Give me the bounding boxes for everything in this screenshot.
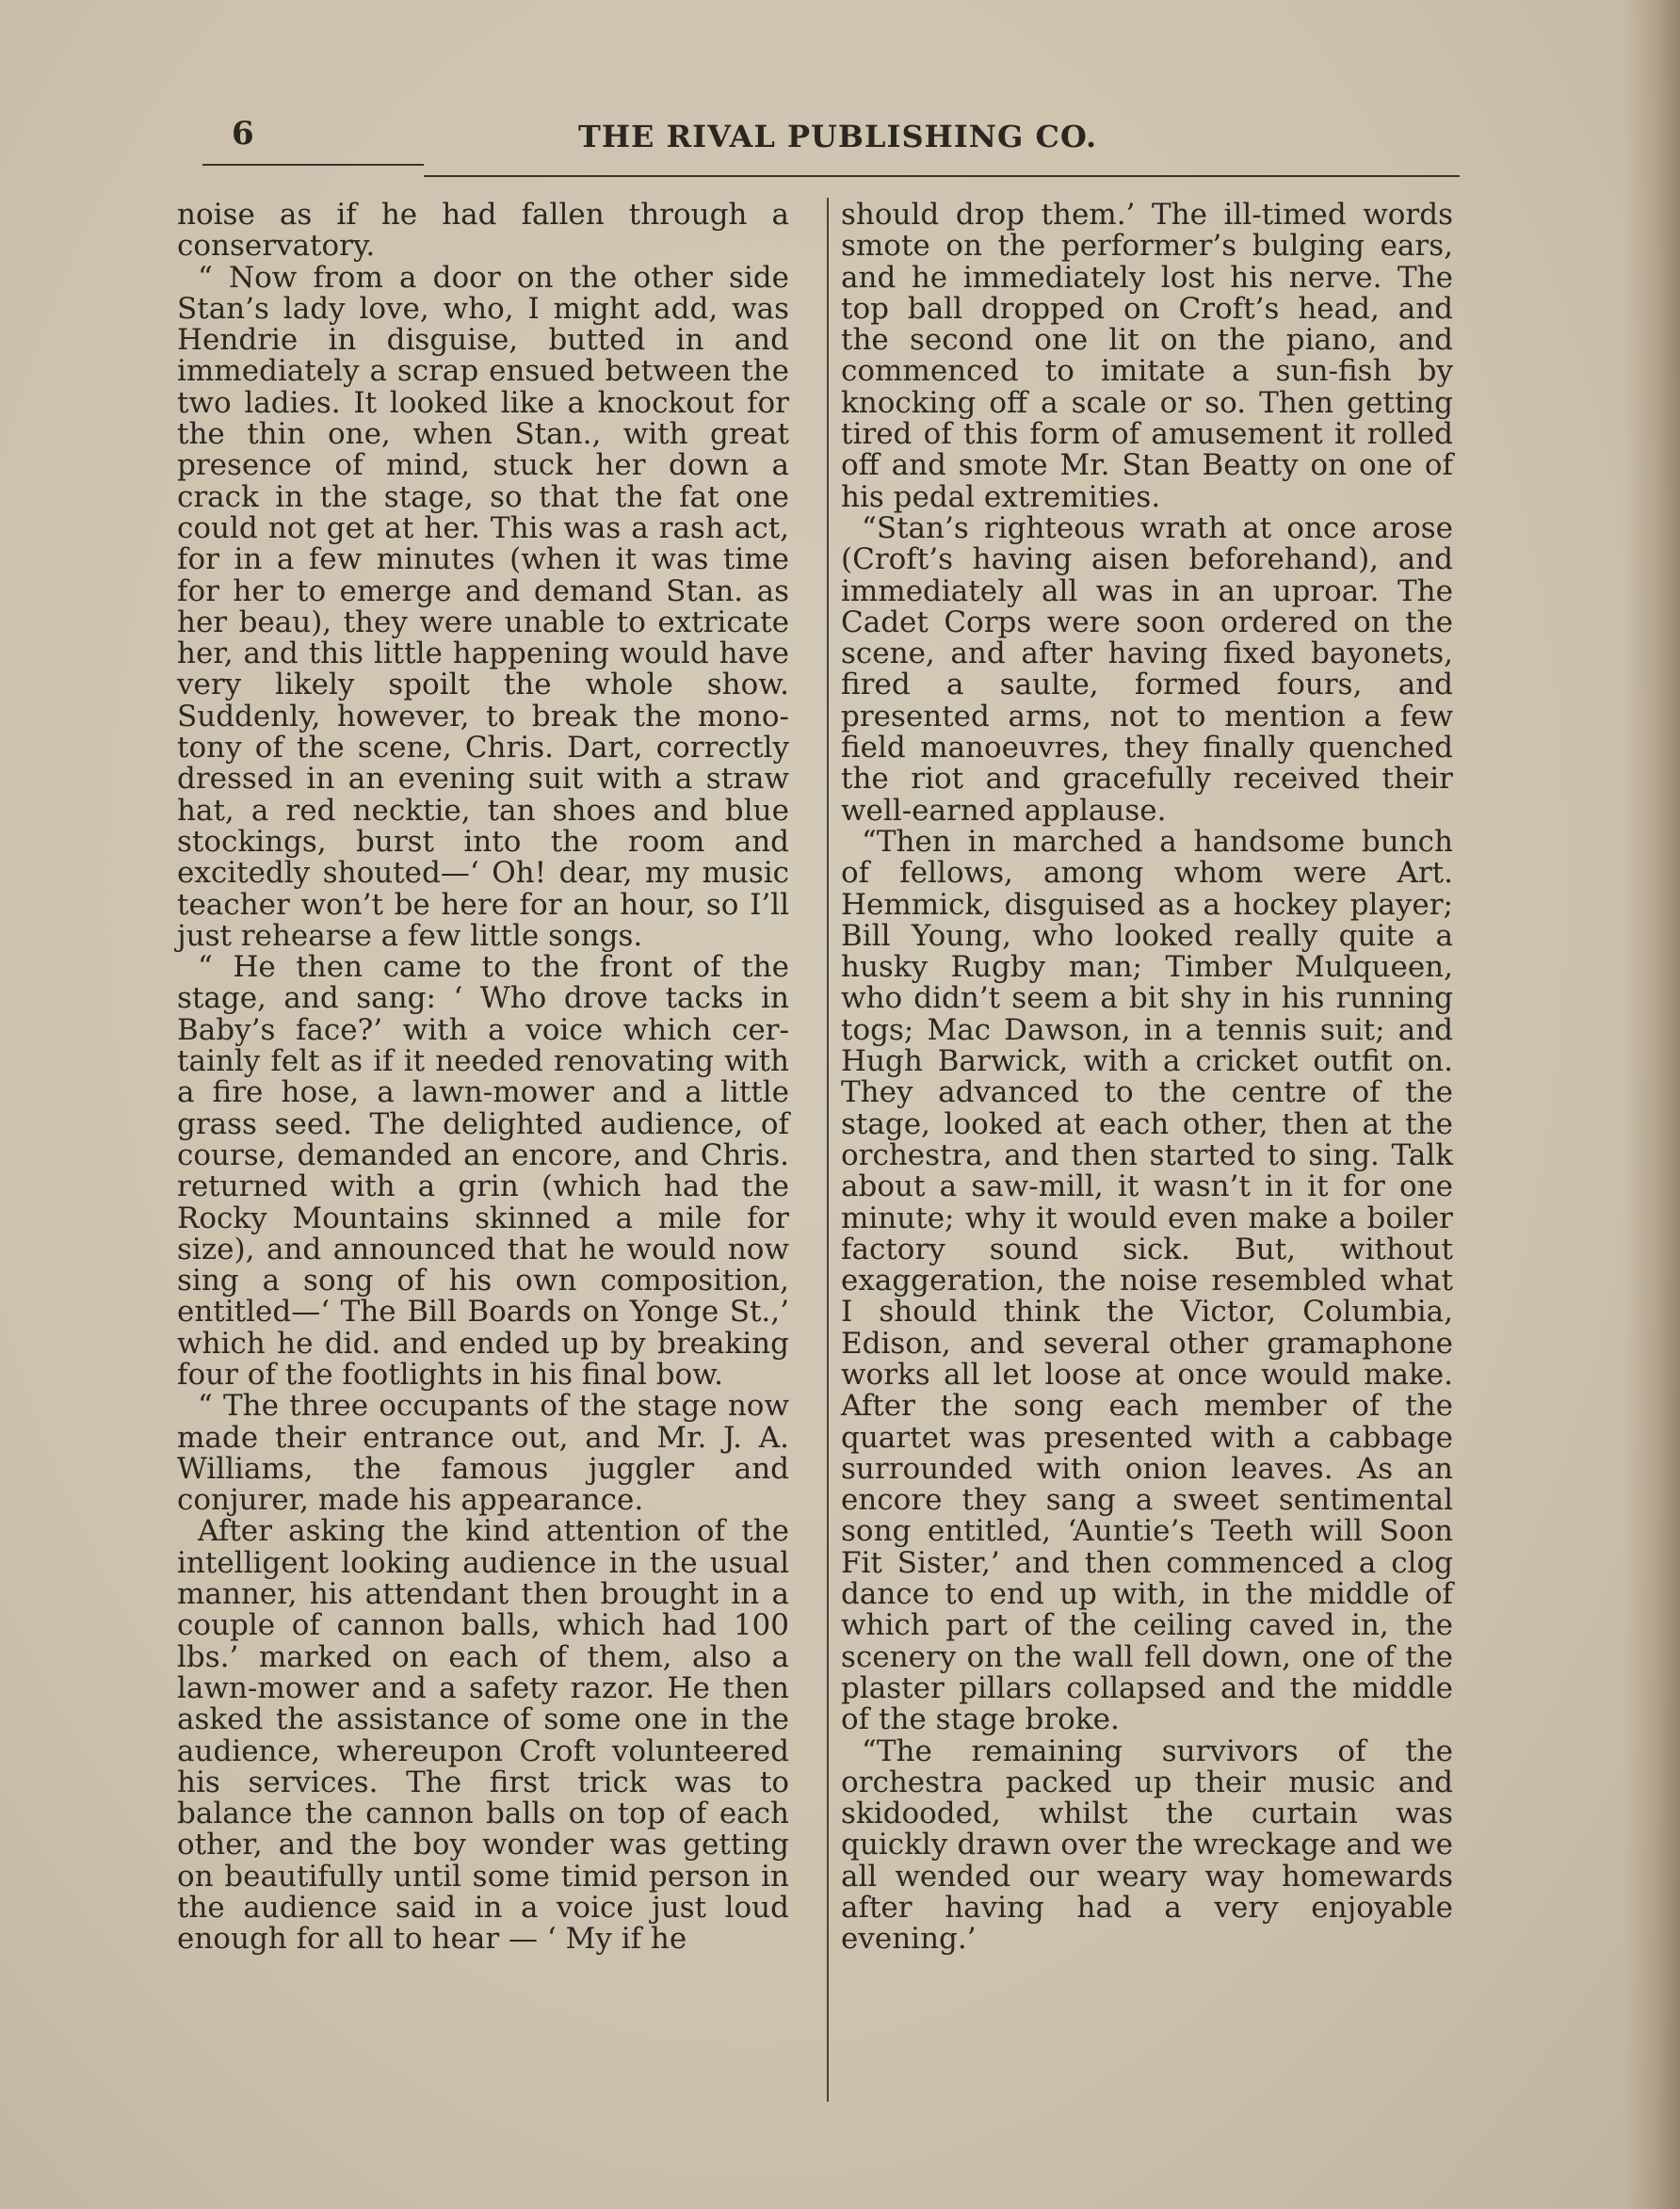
- page-number: 6: [232, 115, 254, 153]
- paragraph: After asking the kind attention of the intelligent looking audience in the usual manner, his attendant then brought in a couple of cannon balls, which had 100 lbs.’ marked on each of them, also a lawn-mower and a safety razor. He then asked the assistance of some one in the audience, whereupon Croft volunteered his services. The first trick was to balance the cannon balls on top of each other, and the boy wonder was getting on beautifully until some timid person in the audience said in a voice just loud enough for all to hear — ‘ My if he: [177, 1514, 789, 1957]
- column-divider: [827, 198, 829, 2102]
- paragraph: “ Now from a door on the other side Stan’s lady love, who, I might add, was Hendrie in disguise, butted in and immediately a scrap ensued between the two ladies. It looked like a knockout for the thin one, when Stan., with great presence of mind, stuck her down a crack in the stage, so that the fat one could not get at her. This was a rash act, for in a few minutes (when it was time for her to emerge and demand Stan. as her beau), they were unable to extricate her, and this little happening would have very likely spoilt the whole show. Suddenly, however, to break the monotony of the scene, Chris. Dart, correctly dressed in an evening suit with a straw hat, a red necktie, tan shoes and blue stockings, burst into the room and excitedly shouted—‘ Oh! dear, my music teacher won’t be here for an hour, so I’ll just rehearse a few little songs.: [177, 260, 789, 953]
- paragraph: “Stan’s righteous wrath at once arose (Croft’s having aisen beforehand), and immediately all was in an uproar. The Cadet Corps were soon ordered on the scene, and after having fixed bayonets, fired a saulte, formed fours, and presented arms, not to mention a few field manoeuvres, they finally quenched the riot and gracefully received their well-earned applause.: [841, 510, 1453, 828]
- left-column: [177, 200, 789, 1956]
- paragraph: “ He then came to the front of the stage, and sang: ‘ Who drove tacks in Baby’s face?’ with a voice which certainly felt as if it needed renovating with a fire hose, a lawn-mower and a little grass seed. The delighted audience, of course, demanded an encore, and Chris. returned with a grin (which had the Rocky Mountains skinned a mile for size), and announced that he would now sing a song of his own composition, entitled—‘ The Bill Boards on Yonge St.,’ which he did. and ended up by breaking four of the footlights in his final bow.: [177, 950, 789, 1392]
- paragraph: should drop them.’ The ill-timed words smote on the performer’s bulging ears, and he immediately lost his nerve. The top ball dropped on Croft’s head, and the second one lit on the piano, and commenced to imitate a sun-fish by knocking off a scale or so. Then getting tired of this form of amusement it rolled off and smote Mr. Stan Beatty on one of his pedal extremities.: [841, 198, 1453, 514]
- paragraph: noise as if he had fallen through a conservatory.: [177, 198, 789, 264]
- header-rule-left: [202, 164, 424, 166]
- right-column: [841, 200, 1453, 1956]
- paragraph: “Then in marched a handsome bunch of fellows, among whom were Art. Hemmick, disguised as a hockey player; Bill Young, who looked really quite a husky Rugby man; Timber Mulqueen, who didn’t seem a bit shy in his running togs; Mac Dawson, in a tennis suit; and Hugh Barwick, with a cricket outfit on. They advanced to the centre of the stage, looked at each other, then at the orchestra, and then started to sing. Talk about a saw-mill, it wasn’t in it for one minute; why it would even make a boiler factory sound sick. But, without exaggeration, the noise resembled what I should think the Victor, Columbia, Edison, and several other gramaphone works all let loose at once would make. After the song each member of the quartet was presented with a cabbage surrounded with onion leaves. As an encore they sang a sweet sentimental song entitled, ‘Auntie’s Teeth will Soon Fit Sister,’ and then commenced a clog dance to end up with, in the middle of which part of the ceiling caved in, the scenery on the wall fell down, one of the plaster pillars collapsed and the middle of the stage broke.: [841, 824, 1453, 1737]
- paragraph: “ The three occupants of the stage now made their entrance out, and Mr. J. A. Williams, the famous juggler and conjurer, made his appearance.: [177, 1389, 789, 1518]
- paragraph: “The remaining survivors of the orchestra packed up their music and skidooded, whilst the curtain was quickly drawn over the wreckage and we all wended our weary way homewards after having had a very enjoyable evening.’: [841, 1733, 1453, 1957]
- running-head: THE RIVAL PUBLISHING CO.: [578, 119, 1098, 154]
- header-rule: [424, 175, 1460, 177]
- page-edge-shadow: [1623, 0, 1680, 2209]
